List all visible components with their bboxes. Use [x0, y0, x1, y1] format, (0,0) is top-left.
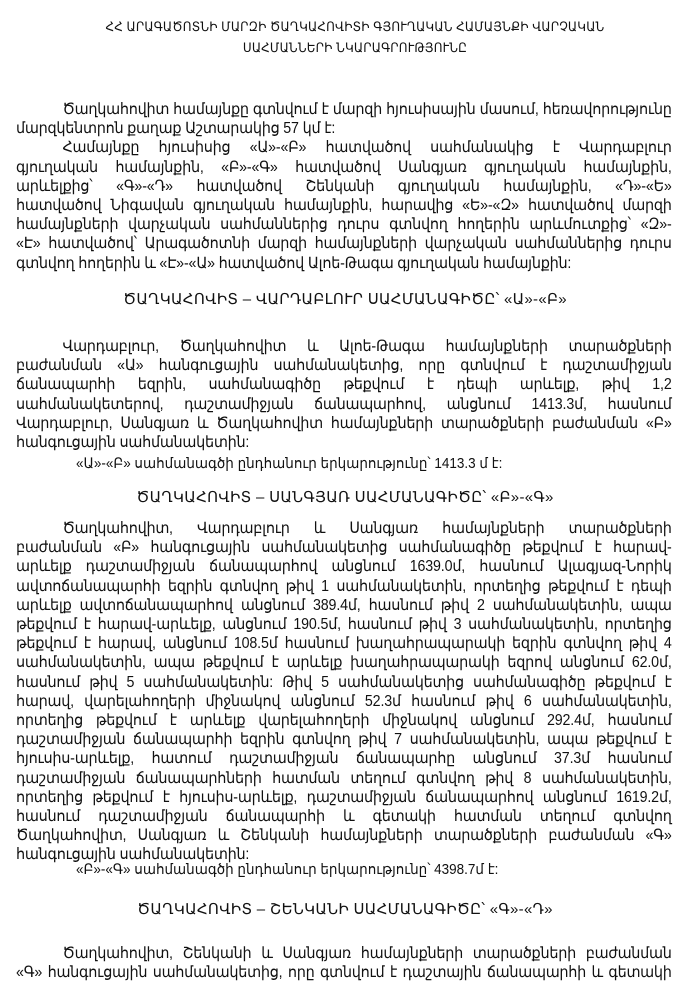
text-line: բաժանման «Ա» հանգուցային սահմանակետից, որը գտնվում է դաշտամիջյան	[16, 357, 672, 375]
intro-paragraph	[16, 100, 672, 273]
text-line: արևելք ավտոճանապարհով անցնում 389.4մ, հասնում թիվ 2 սահմանակետին, ապա	[16, 596, 672, 614]
text-line: համայնքների վարչական սահմաններից դուրս գտնվող հողերին արևմուտքից՝ «Զ»-	[16, 216, 672, 234]
boundary-length-summary: «Ա»-«Բ» սահմանագծի ընդհանուր երկարությունը՝ 1413.3 մ է:	[76, 456, 503, 472]
text-line: հարավ, վարելահողերի միջնակով անցնում 52.3մ հասնում թիվ 6 սահմանակետին,	[16, 692, 672, 710]
text-line: սահմանակետերով, դաշտամիջյան ճանապարհով, անցնում 1413.3մ, հասնում	[16, 395, 672, 413]
text-line: Վարդաբլուր, Ծաղկահովիտ և Ալոե-Թագա համայնքների տարածքների	[62, 338, 672, 355]
text-line: գյուղական համայնքին, «Բ»-«Գ» հատվածով Սանգյառ գյուղական համայնքին,	[16, 158, 672, 176]
text-line: «Է» հատվածով՝ Արագածոտնի մարզի համայնքների վարչական սահմաններից դուրս	[16, 235, 672, 253]
document-title-line: ՀՀ ԱՐԱԳԱԾՈՏՆԻ ՄԱՐԶԻ ԾԱՂԿԱՀՈՎԻՏԻ ԳՅՈՒՂԱԿԱՆ ՀԱՄԱՅՆՔԻ ՎԱՐՉԱԿԱՆ	[105, 19, 605, 34]
text-line: մարզկենտրոն քաղաք Աշտարակից 57 կմ է:	[16, 120, 336, 138]
text-line: Վարդաբլուր, Սանգյառ և Ծաղկահովիտ համայնքների տարածքների բաժանման «Բ»	[16, 414, 672, 432]
text-line: ավտոճանապարհի եզրին գտնվող թիվ 1 սահմանակետին, որտեղից թեքվում է դեպի	[16, 577, 672, 595]
text-line: ճանապարհի եզրին, սահմանագիծը թեքվում է դեպի արևելք, թիվ 1,2	[16, 376, 672, 394]
text-line: Ծաղկահովիտ համայնքը գտնվում է մարզի հյուսիսային մասում, հեռավորությունը	[62, 101, 672, 118]
section-heading: ԾԱՂԿԱՀՈՎԻՏ – ՇԵՆԿԱՆԻ ՍԱՀՄԱՆԱԳԻԾԸ՝ «Գ»-«Դ»	[137, 901, 553, 918]
section-paragraph	[16, 337, 672, 452]
text-line: հանգուցային սահմանակետին:	[16, 846, 250, 864]
text-line: հյուսիս-արևելք, հատում դաշտամիջյան ճանապարհը անցնում 37.3մ հասնում	[16, 750, 672, 768]
text-line: Համայնքը հյուսիսից «Ա»-«Բ» հատվածով սահմանակից է Վարդաբլուր	[62, 139, 672, 157]
text-line: հանգուցային սահմանակետին:	[16, 434, 250, 452]
text-line: բաժանման «Բ» հանգուցային սահմանակետից սահմանագիծը թեքվում է հարավ-	[16, 539, 672, 557]
section-heading: ԾԱՂԿԱՀՈՎԻՏ – ՍԱՆԳՅԱՌ ՍԱՀՄԱՆԱԳԻԾԸ՝ «Բ»-«Գ»	[136, 489, 554, 506]
text-line: հասնում դաշտամիջյան ճանապարհի և գետակի հատման տեղում գտնվող	[16, 808, 672, 826]
text-line: հասնում թիվ 5 սահմանակետին: Թիվ 5 սահմանակետից սահմանագիծը թեքվում է	[16, 673, 672, 691]
text-line: արևելքից՝ «Գ»-«Դ» հատվածով Շենկանի գյուղական համայնքին, «Դ»-«Ե»	[16, 177, 672, 195]
text-line: թեքվում է հարավ, անցնում 108.5մ հասնում խաղահրապարակի եզրին գտնվող թիվ 4	[16, 635, 672, 653]
section-paragraph	[16, 944, 672, 982]
text-line: գտնվող հողերին և «Է»-«Ա» հատվածով Ալոե-Թագա գյուղական համայնքին:	[16, 254, 572, 272]
text-line: Ծաղկահովիտ, Շենկանի և Սանգյառ համայնքների տարածքների բաժանման	[62, 945, 672, 962]
text-line: դաշտամիջյան ճանապարհների հատման տեղում գտնվող թիվ 8 սահմանակետին,	[16, 769, 672, 787]
text-line: Ծաղկահովիտ, Վարդաբլուր և Սանգյառ համայնքների տարածքների	[62, 520, 672, 537]
text-line: արևելք դաշտամիջյան ճանապարհով անցնում 1639.0մ, հասնում Ալագյազ-Նորիկ	[16, 558, 672, 576]
text-line: Ծաղկահովիտ, Սանգյառ և Շենկանի համայնքների տարածքների բաժանման «Գ»	[16, 827, 672, 845]
text-line: հատվածով Նիգավան գյուղական համայնքին, հարավից «Ե»-«Զ» հատվածով մարզի	[16, 197, 672, 215]
text-line: թեքվում է հարավ-արևելք, անցնում 190.5մ, հասնում թիվ 3 սահմանակետին, որտեղից	[16, 616, 672, 634]
document-title	[84, 16, 627, 58]
section-paragraph	[16, 519, 672, 865]
boundary-length-summary: «Բ»-«Գ» սահմանագծի ընդհանուր երկարությունը՝ 4398.7մ է:	[76, 862, 499, 878]
text-line: դաշտամիջյան ճանապարհի եզրին գտնվող թիվ 7 սահմանակետին, ապա թեքվում է	[16, 731, 672, 749]
section-heading: ԾԱՂԿԱՀՈՎԻՏ – ՎԱՐԴԱԲԼՈՒՐ ՍԱՀՄԱՆԱԳԻԾԸ՝ «Ա»-«Բ»	[123, 291, 567, 308]
document-title-line: ՍԱՀՄԱՆՆԵՐԻ ՆԿԱՐԱԳՐՈՒԹՅՈՒՆԸ	[242, 40, 468, 55]
text-line: որտեղից թեքվում է արևելք վարելահողերի միջնակով անցնում 292.4մ, հասնում	[16, 712, 672, 730]
text-line: որտեղից թեքվում է հյուսիս-արևելք, դաշտամիջյան ճանապարհով անցնում 1619.2մ,	[16, 788, 672, 806]
text-line: «Գ» հանգուցային սահմանակետից, որը գտնվում է դաշտային ճանապարհի և գետակի	[16, 964, 672, 982]
text-line: սահմանակետին, ապա թեքվում է արևելք խաղահրապարակի եզրով անցնում 62.0մ,	[16, 654, 672, 672]
